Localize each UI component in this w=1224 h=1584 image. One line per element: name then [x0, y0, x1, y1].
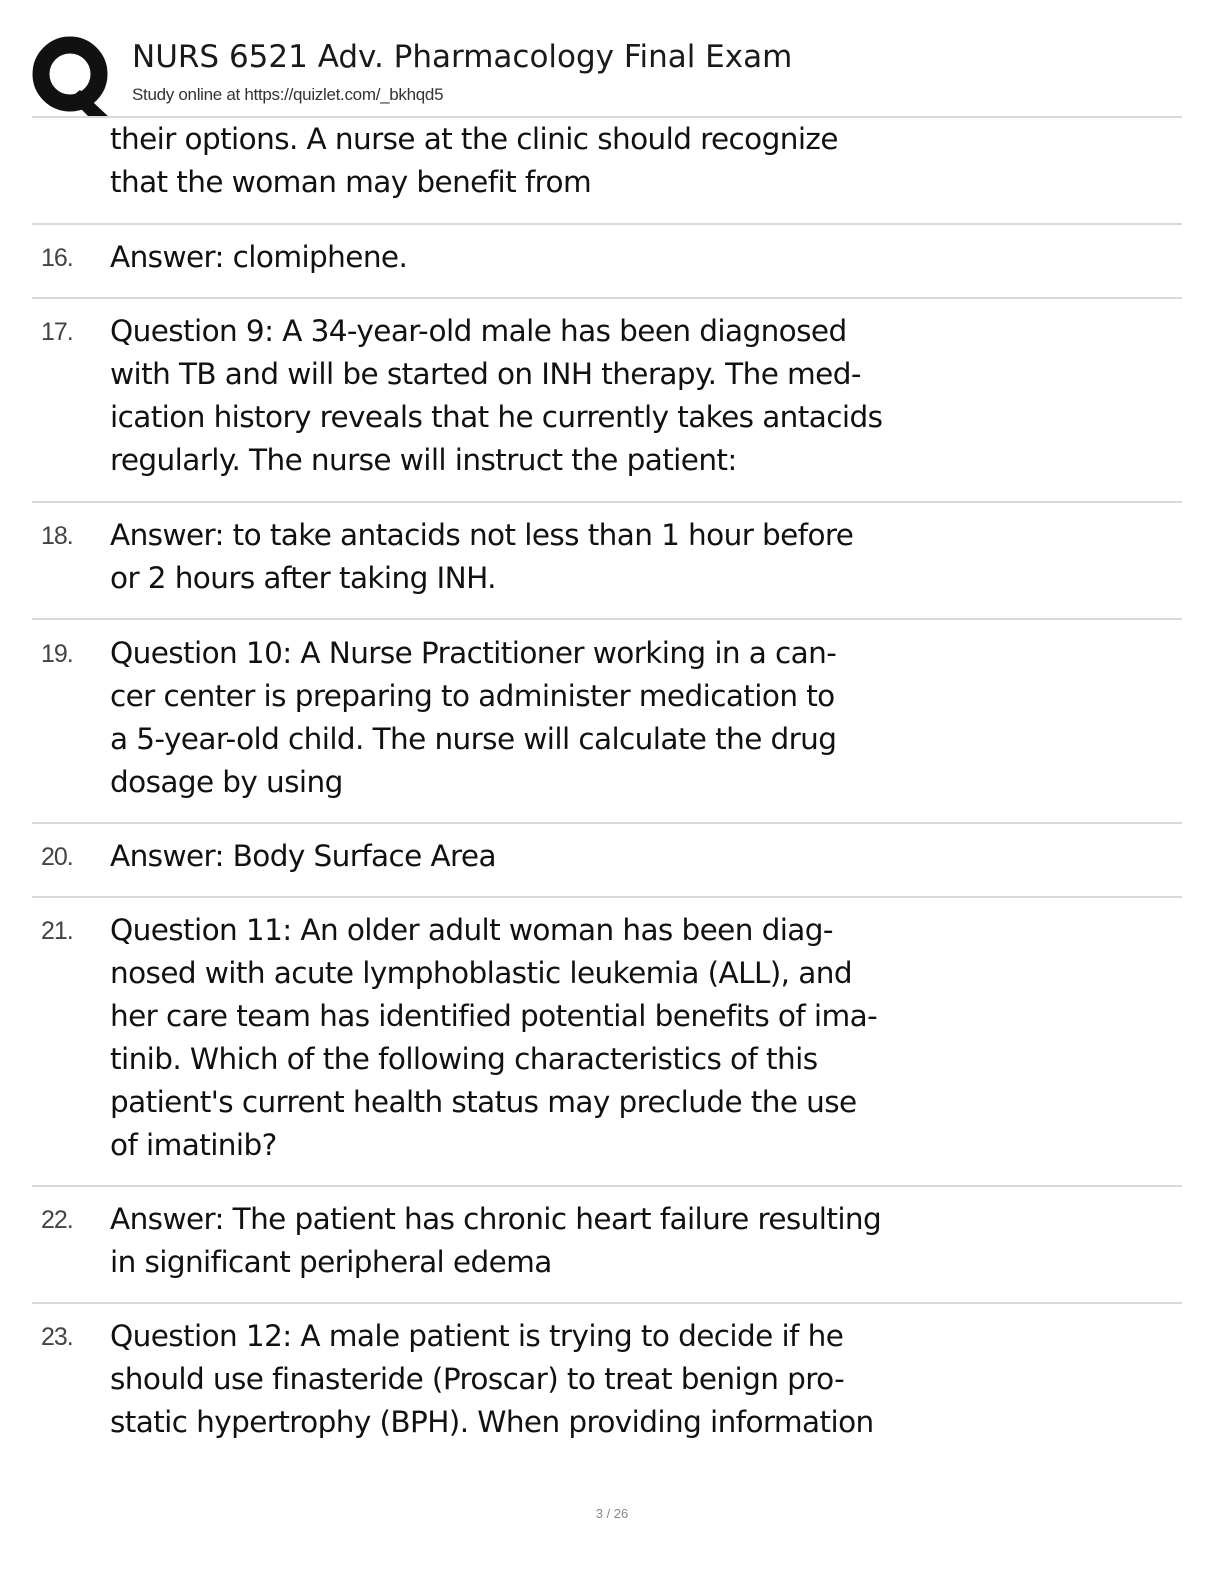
- item-number: 16.: [41, 244, 73, 272]
- answer-text: [110, 835, 910, 878]
- text-line: Question 12: A male patient is trying to decide if he: [110, 1319, 844, 1353]
- text-line: in significant peripheral edema: [110, 1245, 552, 1279]
- item-number: 23.: [41, 1323, 73, 1351]
- divider: [32, 501, 1182, 503]
- question-text: [110, 909, 910, 1167]
- text-line: regularly. The nurse will instruct the patient:: [110, 443, 737, 477]
- text-line: cer center is preparing to administer medication to: [110, 679, 835, 713]
- text-line: nosed with acute lymphoblastic leukemia (ALL), and: [110, 956, 852, 990]
- text-line: that the woman may benefit from: [110, 165, 592, 199]
- item-number: 17.: [41, 318, 73, 346]
- text-line: a 5-year-old child. The nurse will calculate the drug: [110, 722, 837, 756]
- text-line: her care team has identified potential benefits of ima-: [110, 999, 878, 1033]
- text-line: ication history reveals that he currently takes antacids: [110, 400, 883, 434]
- item-number: 18.: [41, 522, 73, 550]
- question-text: [110, 310, 910, 482]
- divider: [32, 896, 1182, 898]
- item-number: 20.: [41, 843, 73, 871]
- answer-text: [110, 1198, 910, 1284]
- question-text: [110, 632, 910, 804]
- text-line: or 2 hours after taking INH.: [110, 561, 496, 595]
- text-line: Question 9: A 34-year-old male has been diagnosed: [110, 314, 847, 348]
- item-number: 19.: [41, 640, 73, 668]
- text-line: static hypertrophy (BPH). When providing information: [110, 1405, 874, 1439]
- item-number: 22.: [41, 1206, 73, 1234]
- divider: [32, 1302, 1182, 1304]
- continuation-text: [110, 118, 910, 204]
- text-line: tinib. Which of the following characteristics of this: [110, 1042, 818, 1076]
- text-line: Answer: clomiphene.: [110, 240, 408, 274]
- divider: [32, 223, 1182, 225]
- study-online-link[interactable]: Study online at https://quizlet.com/_bkhqd5: [132, 85, 444, 104]
- text-line: Answer: Body Surface Area: [110, 839, 496, 873]
- document-title: NURS 6521 Adv. Pharmacology Final Exam: [132, 39, 793, 75]
- divider: [32, 297, 1182, 299]
- text-line: Answer: to take antacids not less than 1 hour before: [110, 518, 854, 552]
- text-line: dosage by using: [110, 765, 343, 799]
- question-text: [110, 1315, 910, 1444]
- page-header: [32, 30, 1182, 116]
- text-line: Answer: The patient has chronic heart failure resulting: [110, 1202, 882, 1236]
- item-number: 21.: [41, 917, 73, 945]
- divider: [32, 618, 1182, 620]
- text-line: of imatinib?: [110, 1128, 277, 1162]
- text-line: their options. A nurse at the clinic should recognize: [110, 122, 838, 156]
- answer-text: [110, 514, 910, 600]
- divider: [32, 1185, 1182, 1187]
- text-line: with TB and will be started on INH therapy. The med-: [110, 357, 861, 391]
- page-indicator: 3 / 26: [595, 1506, 629, 1521]
- text-line: Question 10: A Nurse Practitioner working in a can-: [110, 636, 837, 670]
- quizlet-logo-icon: [32, 34, 116, 118]
- text-line: patient's current health status may preclude the use: [110, 1085, 857, 1119]
- divider: [32, 822, 1182, 824]
- text-line: Question 11: An older adult woman has been diag-: [110, 913, 833, 947]
- answer-text: [110, 236, 910, 279]
- text-line: should use finasteride (Proscar) to treat benign pro-: [110, 1362, 845, 1396]
